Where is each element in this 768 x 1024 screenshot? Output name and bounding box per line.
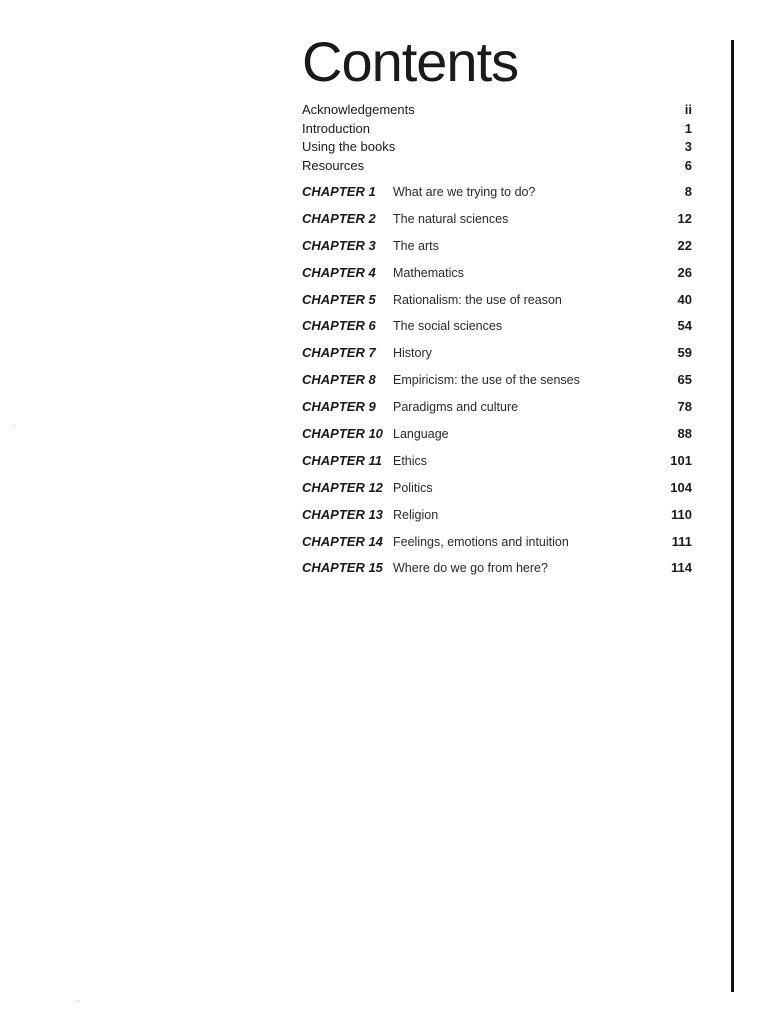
chapter-label: CHAPTER 13 [302, 506, 383, 522]
toc-page-number: ii [684, 102, 692, 117]
chapter-label: CHAPTER 6 [302, 318, 376, 334]
chapter-page-number: 101 [670, 452, 692, 468]
toc-entry-acknowledgements [302, 101, 692, 120]
page-edge-rule [731, 40, 734, 992]
chapter-page-number: 78 [677, 399, 692, 415]
chapter-page-number: 104 [670, 479, 692, 495]
chapter-entry-11 [302, 451, 692, 478]
chapter-entry-15 [302, 558, 692, 585]
chapter-page-number: 88 [677, 426, 692, 442]
chapter-title: Feelings, emotions and intuition [393, 534, 569, 549]
chapter-label: CHAPTER 3 [302, 237, 376, 253]
chapter-label: CHAPTER 10 [302, 426, 383, 442]
chapter-title: Rationalism: the use of reason [393, 292, 562, 307]
chapter-entry-9 [302, 397, 692, 424]
toc-entry-label: Resources [302, 157, 365, 173]
chapter-page-number: 114 [671, 560, 692, 576]
chapter-label: CHAPTER 15 [302, 560, 383, 576]
chapter-title: What are we trying to do? [393, 185, 536, 199]
chapter-entry-6 [302, 316, 692, 343]
chapter-title: Language [393, 427, 449, 442]
chapter-title: Politics [393, 480, 433, 495]
chapter-title: Paradigms and culture [393, 400, 519, 415]
chapter-entry-14 [302, 532, 692, 559]
page-title: Contents [302, 30, 519, 93]
toc-page-number: 1 [684, 120, 692, 136]
chapter-entry-12 [302, 478, 692, 505]
chapter-entry-10 [302, 424, 692, 451]
chapter-label: CHAPTER 1 [302, 184, 376, 199]
chapter-title: Religion [393, 507, 439, 522]
chapter-title: Ethics [393, 453, 428, 468]
toc-page-number: 3 [684, 139, 692, 154]
chapter-entry-7 [302, 343, 692, 370]
chapter-page-number: 26 [677, 264, 692, 280]
chapter-label: CHAPTER 7 [302, 345, 376, 361]
chapter-label: CHAPTER 2 [302, 210, 376, 226]
chapter-title: Where do we go from here? [393, 561, 548, 576]
chapter-label: CHAPTER 4 [302, 264, 376, 280]
chapter-entry-1 [302, 182, 692, 209]
chapter-title: The arts [393, 238, 439, 253]
chapter-page-number: 12 [677, 210, 692, 226]
chapter-title: Empiricism: the use of the senses [393, 373, 580, 388]
front-matter-list [302, 101, 692, 175]
chapter-entry-8 [302, 370, 692, 397]
chapter-page-number: 40 [677, 291, 692, 307]
chapter-page-number: 54 [677, 318, 692, 334]
toc-entry-resources [302, 157, 692, 176]
chapter-label: CHAPTER 14 [302, 533, 383, 549]
scan-speck [78, 1000, 79, 1001]
chapter-title: The natural sciences [393, 211, 509, 226]
chapter-page-number: 65 [677, 372, 692, 388]
chapter-title: Mathematics [393, 265, 464, 280]
chapter-page-number: 8 [684, 184, 692, 199]
toc-entry-label: Using the books [302, 139, 396, 154]
chapter-label: CHAPTER 9 [302, 399, 376, 415]
chapter-entry-5 [302, 290, 692, 317]
chapter-entry-13 [302, 505, 692, 532]
chapter-list [302, 182, 692, 585]
chapter-page-number: 22 [677, 237, 692, 253]
toc-entry-label: Acknowledgements [302, 102, 415, 117]
chapter-page-number: 59 [677, 345, 692, 361]
scan-speck [14, 425, 15, 426]
chapter-label: CHAPTER 8 [302, 372, 376, 388]
toc-entry-introduction [302, 120, 692, 139]
chapter-title: History [393, 346, 432, 361]
toc-page-number: 6 [684, 157, 692, 173]
toc-entry-label: Introduction [302, 120, 370, 136]
chapter-title: The social sciences [393, 319, 503, 334]
chapter-entry-3 [302, 236, 692, 263]
chapter-entry-4 [302, 263, 692, 290]
chapter-page-number: 111 [671, 533, 692, 549]
chapter-entry-2 [302, 209, 692, 236]
chapter-page-number: 110 [671, 506, 692, 522]
chapter-label: CHAPTER 11 [302, 452, 382, 468]
chapter-label: CHAPTER 5 [302, 291, 376, 307]
chapter-label: CHAPTER 12 [302, 479, 383, 495]
toc-entry-using-the-books [302, 138, 692, 157]
